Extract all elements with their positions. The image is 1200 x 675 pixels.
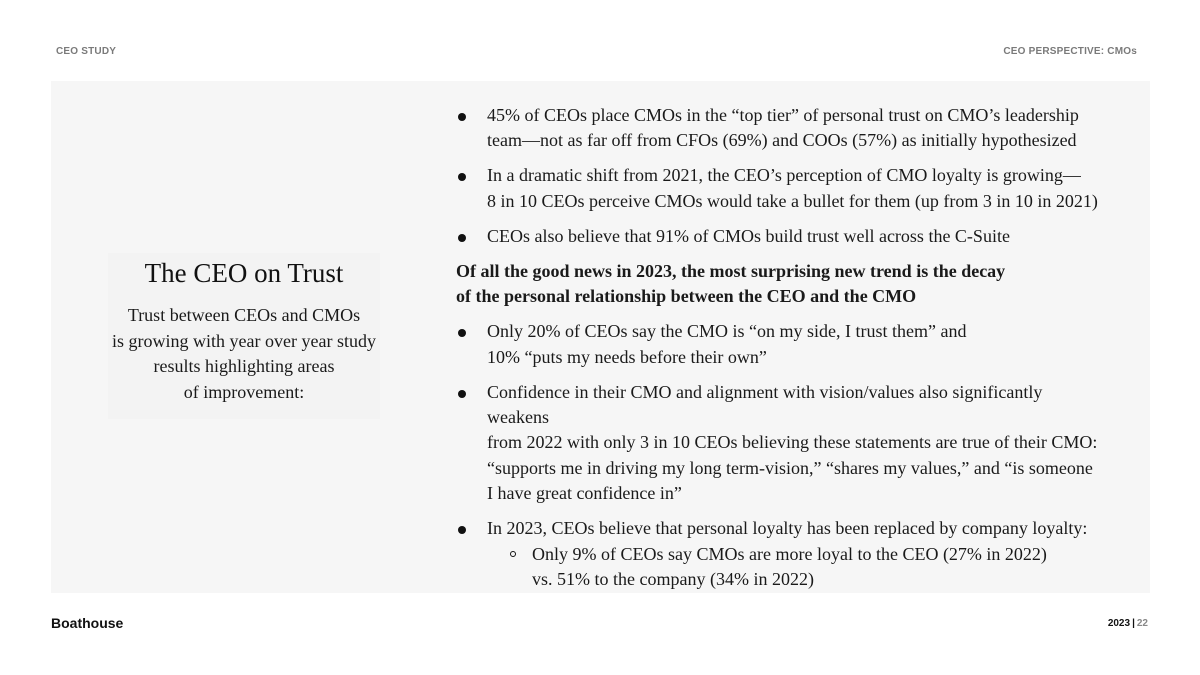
slide-topic-label: CEO PERSPECTIVE: CMOs: [1003, 46, 1137, 57]
insight-line: Of all the good news in 2023, the most surprising new trend is the decay: [456, 260, 1006, 281]
findings-list-top: [456, 103, 1106, 249]
finding-line: from 2022 with only 3 in 10 CEOs believing these statements are true of their CMO:: [487, 432, 1098, 453]
sub-item: [487, 542, 1106, 593]
finding-item: [456, 319, 1106, 370]
card-body: [108, 303, 380, 405]
key-insight: [456, 259, 1106, 310]
section-label: CEO STUDY: [56, 46, 117, 57]
page-indicator: [1108, 618, 1148, 629]
sub-line: Only 9% of CEOs say CMOs are more loyal to the CEO (27% in 2022): [532, 543, 1047, 564]
card-line: Trust between CEOs and CMOs: [127, 305, 361, 325]
finding-line: CEOs also believe that 91% of CMOs build trust well across the C-Suite: [487, 225, 1010, 246]
finding-line: 45% of CEOs place CMOs in the “top tier” of personal trust on CMO’s leadership: [487, 105, 1079, 125]
finding-line: In a dramatic shift from 2021, the CEO’s perception of CMO loyalty is growing—: [487, 165, 1081, 186]
brand-logo: Boathouse: [51, 615, 124, 631]
finding-item: [456, 224, 1106, 249]
finding-line: “supports me in driving my long term-vision,” “shares my values,” and “is someone: [487, 457, 1093, 478]
card-title: The CEO on Trust: [144, 258, 344, 288]
finding-line: 10% “puts my needs before their own”: [487, 346, 767, 367]
finding-line: 8 in 10 CEOs perceive CMOs would take a bullet for them (up from 3 in 10 in 2021): [487, 190, 1098, 211]
finding-line: Confidence in their CMO and alignment with vision/values also significantly weakens: [487, 381, 1043, 428]
sub-bullet-icon: [510, 551, 516, 557]
bullet-icon: [458, 526, 466, 534]
finding-item: [456, 516, 1106, 592]
footer-separator: |: [1132, 618, 1135, 629]
findings-column: [456, 103, 1106, 602]
bullet-icon: [458, 390, 466, 398]
bullet-icon: [458, 234, 466, 242]
bullet-icon: [458, 173, 466, 181]
card-line: is growing with year over year study: [112, 330, 376, 351]
finding-item: [456, 103, 1106, 154]
finding-line: In 2023, CEOs believe that personal loyalty has been replaced by company loyalty:: [487, 518, 1088, 539]
finding-item: [456, 163, 1106, 214]
page-number: 22: [1136, 618, 1148, 629]
card-line: of improvement:: [183, 381, 305, 402]
finding-item: [456, 380, 1106, 507]
sub-list: [487, 542, 1106, 593]
finding-line: Only 20% of CEOs say the CMO is “on my side, I trust them” and: [487, 321, 967, 342]
findings-list-bottom: [456, 319, 1106, 592]
bullet-icon: [458, 329, 466, 337]
bullet-icon: [458, 113, 466, 121]
footer-year: 2023: [1107, 618, 1131, 629]
card-line: results highlighting areas: [153, 356, 335, 376]
finding-line: I have great confidence in”: [487, 483, 682, 504]
finding-line: team—not as far off from CFOs (69%) and COOs (57%) as initially hypothesized: [487, 130, 1077, 151]
summary-card: [108, 253, 380, 419]
sub-line: vs. 51% to the company (34% in 2022): [532, 569, 814, 590]
insight-line: of the personal relationship between the CEO and the CMO: [456, 286, 917, 307]
